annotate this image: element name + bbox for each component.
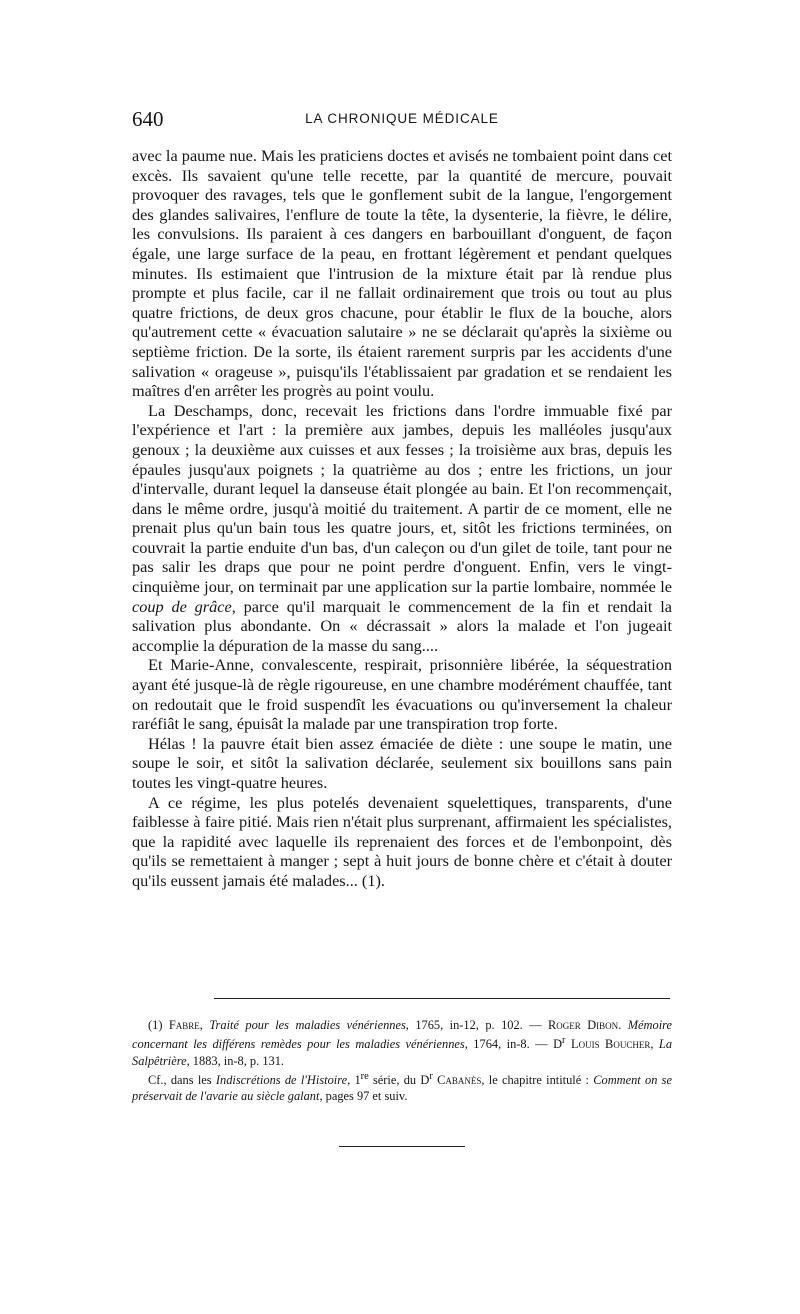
footnote-author-cabanes: Cabanès <box>437 1073 482 1088</box>
footnote-separator <box>214 998 670 999</box>
footnote-text: , 1883, in-8, p. 131. <box>186 1053 285 1068</box>
page-number: 640 <box>132 107 164 131</box>
footnote-1-mark: (1) <box>148 1018 169 1032</box>
running-title: LA CHRONIQUE MÉDICALE <box>305 111 499 126</box>
footnote-text: , 1764, in-8. — D <box>464 1037 563 1052</box>
main-text <box>132 146 672 891</box>
footnote-author-boucher: Louis Boucher <box>571 1037 651 1052</box>
paragraph-2-text-b: , parce qu'il marquait le commencement de la fin et rendait la salivation plus abondante. On « décrassait » alors la malade et l'on jugeait accomplie la dépuration de la masse du sang.... <box>132 596 672 655</box>
footnote-text: , <box>199 1018 210 1032</box>
footnote-superscript: r <box>562 1035 566 1047</box>
footnote-text: série, du D <box>368 1073 430 1088</box>
footnote-text: , <box>650 1037 659 1052</box>
footnote-author-fabre: Fabre <box>168 1018 200 1032</box>
footnote-text: , le chapitre intitulé : <box>481 1073 594 1088</box>
footnote-superscript: re <box>360 1071 369 1083</box>
footnote-work-title: Mémoire concernant les différens remèdes pour les maladies vénériennes <box>132 1018 673 1052</box>
paragraph-2 <box>132 401 672 656</box>
footnotes <box>132 1017 672 1105</box>
paragraph-2-text-a: La Deschamps, donc, recevait les frictions dans l'ordre immuable fixé par l'expérience et l'art : la première aux jambes, depuis les malléoles jusqu'aux genoux ; la deuxième aux cuisses et aux fesses ; la troisième aux bras, depuis les épaules jusqu'aux poignets ; la quatrième au dos ; entre les frictions, un jour d'intervalle, durant lequel la danseuse était plongée au bain. Et l'on recommençait, dans le même ordre, jusqu'à moitié du traitement. A partir de ce moment, elle ne prenait plus qu'un bain tous les quatre jours, et, sitôt les frictions terminées, on couvrait la partie enduite d'un bas, d'un caleçon ou d'un gilet de toile, tant pour ne pas salir les draps que pour ne point perdre d'onguent. Enfin, vers le vingt-cinquième jour, on terminait par une application sur la partie lombaire, nommée le <box>132 400 672 597</box>
footnote-author-dibon: Roger Dibon <box>548 1018 619 1032</box>
footnote-text: , 1765, in-12, p. 102. — <box>405 1018 549 1032</box>
footnote-text: , pages 97 et suiv. <box>319 1089 408 1104</box>
end-rule <box>339 1146 465 1147</box>
footnote-work-title: Traité pour les maladies vénériennes <box>209 1018 406 1032</box>
footnote-work-title: Comment on se préservait de l'avarie au siècle galant <box>132 1073 673 1104</box>
paragraph-5: A ce régime, les plus potelés devenaient squelettiques, transparents, d'une faiblesse à faire pitié. Mais rien n'était plus surprenant, affirmaient les spécialistes, que la rapidité avec laquelle ils reprenaient des forces et de l'embonpoint, dès qu'ils se remettaient à manger ; sept à huit jours de bonne chère et c'était à douter qu'ils eussent jamais été malades... (1). <box>132 792 672 890</box>
paragraph-4: Hélas ! la pauvre était bien assez émaciée de diète : une soupe le matin, une soupe le soir, et sitôt la salivation déclarée, seulement six bouillons sans pain toutes les vingt-quatre heures. <box>132 733 672 792</box>
footnote-text: . <box>618 1018 628 1032</box>
paragraph-1: avec la paume nue. Mais les praticiens doctes et avisés ne tombaient point dans cet excès. Ils savaient qu'une telle recette, par la quantité de mercure, pouvait provoquer des ravages, tels que le gonflement subit de la langue, l'engorgement des glandes salivaires, l'enflure de toute la tête, la dysenterie, la fièvre, le délire, les convulsions. Ils paraient à ces dangers en barbouillant d'onguent, de façon égale, une large surface de la peau, en frottant légèrement et pendant quelques minutes. Ils estimaient que l'intrusion de la mixture était par là rendue plus prompte et plus facile, car il ne fallait ordinairement que trois ou tout au plus quatre frictions, de deux gros chacune, pour établir le flux de la bouche, alors qu'autrement cette « évacuation salutaire » ne se déclarait qu'après la sixième ou septième friction. De la sorte, ils étaient rarement surpris par les accidents d'une salivation « orageuse », puisqu'ils l'établissaient par gradation et se rendaient les maîtres d'en arrêter les progrès au point voulu. <box>132 146 672 401</box>
page-header <box>132 107 672 131</box>
footnote-text: , 1 <box>347 1073 361 1088</box>
footnote-work-title: Indiscrétions de l'Histoire <box>215 1073 348 1088</box>
footnote-1 <box>132 1017 672 1069</box>
footnote-work-title: La Salpêtrière <box>132 1037 673 1068</box>
footnote-text: Cf., dans les <box>148 1073 216 1088</box>
paragraph-2-italic: coup de grâce <box>132 596 232 616</box>
paragraph-3: Et Marie-Anne, convalescente, respirait, prisonnière libérée, la séquestration ayant été jusque-là de règle rigoureuse, en une chambre modérément chauffée, tant on redoutait que le froid suspendît les évacuations ou qu'inversement la chaleur raréfiât le sang, épuisât la malade par une transpiration trop forte. <box>132 655 672 734</box>
footnote-superscript: r <box>429 1071 433 1083</box>
footnote-2 <box>132 1069 672 1105</box>
